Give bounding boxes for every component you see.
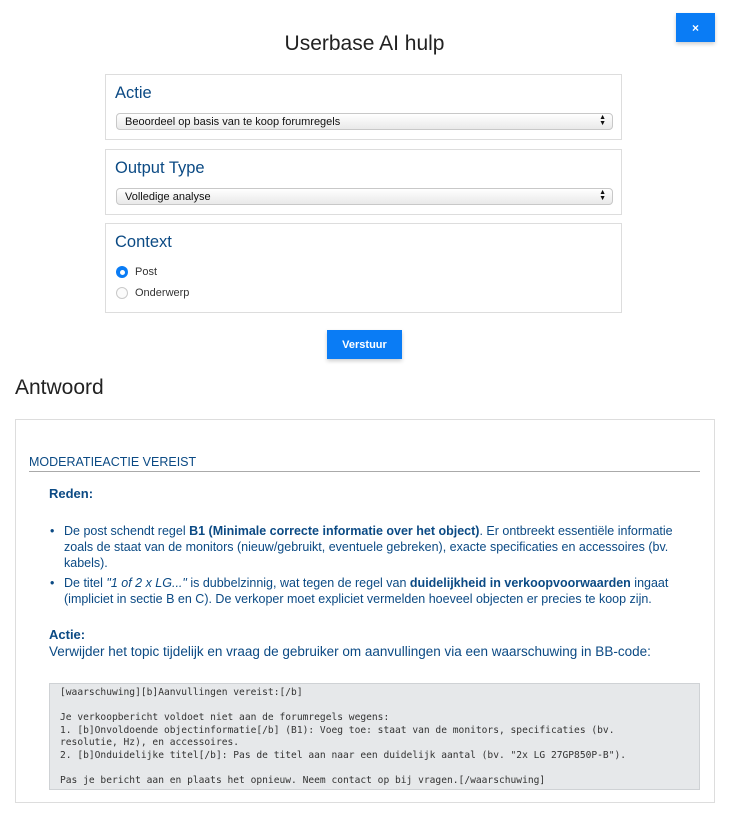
answer-box (15, 419, 715, 803)
radio-unchecked-icon[interactable] (116, 287, 128, 299)
list-item: • De post schendt regel B1 (Minimale correcte informatie over het object). Er ontbreekt essentiële informatie zoals de staat van de monitors (nieuw/gebruikt, eventuele gebreken), exacte specificaties en accessoires (bv. kabels). (49, 523, 704, 571)
select-arrows-icon: ▲ ▼ (599, 189, 606, 202)
context-panel (105, 223, 622, 313)
context-label: Context (115, 233, 172, 251)
output-type-select[interactable] (116, 188, 613, 205)
reden-label: Reden: (49, 486, 94, 501)
context-option-onderwerp[interactable] (116, 287, 189, 299)
context-option-label: Post (135, 266, 158, 278)
submit-button[interactable]: Verstuur (327, 330, 402, 359)
close-button[interactable]: × (676, 13, 715, 42)
moderation-header: MODERATIEACTIE VEREIST (29, 455, 700, 472)
context-option-label: Onderwerp (135, 287, 190, 299)
actie-label: Actie (115, 84, 152, 102)
actie-answer-text: Verwijder het topic tijdelijk en vraag de gebruiker om aanvullingen via een waarschuwing in BB-code: (49, 644, 651, 659)
context-option-post[interactable] (116, 266, 157, 278)
actie-select-value: Beoordeel op basis van te koop forumregels (125, 115, 341, 128)
actie-panel (105, 74, 622, 140)
output-type-select-value: Volledige analyse (125, 190, 211, 203)
list-item: • De titel "1 of 2 x LG..." is dubbelzinnig, wat tegen de regel van duidelijkheid in verkoopvoorwaarden ingaat (impliciet in sectie B en C). De verkoper moet expliciet vermelden hoeveel objecten er precies te koop zijn. (49, 575, 704, 607)
answer-heading: Antwoord (15, 376, 104, 399)
select-arrows-icon: ▲ ▼ (599, 114, 606, 127)
output-type-panel (105, 149, 622, 215)
actie-select[interactable] (116, 113, 613, 130)
radio-checked-icon[interactable] (116, 266, 128, 278)
bbcode-block[interactable]: [waarschuwing][b]Aanvullingen vereist:[/b] Je verkoopbericht voldoet niet aan de forumregels wegens: 1. [b]Onvoldoende objectinformatie[/b] (B1): Voeg toe: staat van de monitors, specificaties (bv. resolutie, Hz), en accessoires. 2. [b]Onduidelijke titel[/b]: Pas de titel aan naar een duidelijk aantal (bv. "2x LG 27GP850P-B"). Pas je bericht aan en plaats het opnieuw. Neem contact op bij vragen.[/waarschuwing] (49, 683, 700, 790)
actie-answer-label: Actie: (49, 627, 86, 642)
output-type-label: Output Type (115, 159, 205, 177)
page-title: Userbase AI hulp (284, 32, 445, 55)
reasons-list (49, 523, 704, 611)
